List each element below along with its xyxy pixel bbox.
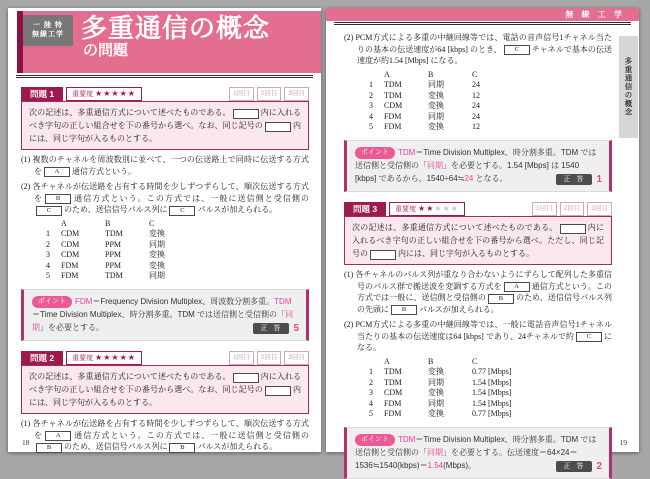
option-row: 5 FDM 変換 0.77 [Mbps]	[369, 409, 612, 420]
point-text: TDM＝Time Division Multiplex、時分割多重。TDM では送信側と受信側の「同期」を必要とする。伝送速度＝64×24＝1536≒1540(kbps)＝1.54(Mbps)。	[355, 435, 596, 471]
answer-area	[556, 173, 602, 186]
attempt-checkbox-3[interactable]: 3回目	[284, 351, 309, 365]
chapter-title-wrap	[73, 11, 270, 59]
attempt-checkbox-1[interactable]: 1回目	[229, 87, 254, 101]
point-box	[344, 427, 612, 479]
option-row: 4 FDM PPM 変換	[46, 261, 309, 272]
option-row: 1 TDM 変換 0.77 [Mbps]	[369, 367, 612, 378]
options-table	[369, 357, 612, 420]
running-header-title: 無 線 工 学	[565, 10, 625, 19]
point-text: TDM＝Time Division Multiplex、時分割多重。TDM では送信側と受信側の「同期」を必要とする。1.54 [Mbps] は 1540 [kbps] であるから、1540÷64≒24 となる。	[355, 148, 596, 184]
attempt-checkbox-2[interactable]: 2回目	[560, 202, 585, 216]
stars-filled: ★★	[418, 204, 434, 213]
course-tag	[23, 15, 73, 46]
option-row: 4 FDM 同期 24	[369, 112, 612, 123]
answer-number: 1	[596, 173, 602, 186]
option-row: 5 FDM TDM 同期	[46, 271, 309, 282]
problem-1-header	[21, 87, 309, 101]
options-table	[369, 70, 612, 133]
problem-item: (2) PCM方式による多重の中継回線等では、一般に電話音声信号1チャネル当たりの基本の伝送速度は64 [kbps] であり、24チャネルで約 C になる。	[344, 319, 612, 354]
importance-box	[389, 202, 465, 216]
problem-3-header	[344, 202, 612, 216]
attempt-checkbox-3[interactable]: 3回目	[587, 202, 612, 216]
course-tag-line1: 一 陸 特	[25, 21, 71, 30]
problem-item: (2) 各チャネルが伝送路を占有する時間を少しずつずらして、順次伝送する方式を B 通信方式という。この方式では、一般に送信側と受信側のC のため、送信信号パルス列に C パルスが加えられる。	[21, 181, 309, 216]
attempt-checkbox-2[interactable]: 2回目	[257, 351, 282, 365]
point-badge: ポイント	[355, 147, 395, 159]
section-index-tab: 多重通信の概念	[619, 36, 638, 138]
problem-2-header	[21, 351, 309, 365]
options-header: A B C	[46, 219, 309, 230]
attempt-checkbox-1[interactable]: 1回目	[229, 351, 254, 365]
problem-statement: 次の記述は、多重通信方式について述べたものである。 内に入れるべき字句の正しい組合せを下の番号から選べ。ただし、同じ記号の 内には、同じ字句が入るものとする。	[344, 216, 612, 265]
attempt-checkbox-3[interactable]: 3回目	[284, 87, 309, 101]
problem-item: (2) PCM方式による多重の中継回線等では、電話の音声信号1チャネル当たりの基本の伝送速度が64 [kbps] のとき、 C チャネルで基本の伝送速度が約1.54 [Mbps] になる。	[344, 32, 612, 67]
answer-badge: 正 答	[556, 174, 592, 185]
attempt-checkbox-1[interactable]: 1回目	[532, 202, 557, 216]
problem-3-block	[344, 202, 612, 479]
option-row: 5 FDM 変換 12	[369, 122, 612, 133]
options-header: A B C	[369, 357, 612, 368]
options-table	[46, 219, 309, 282]
option-row: 3 CDM PPM 変換	[46, 250, 309, 261]
option-row: 1 TDM 同期 24	[369, 80, 612, 91]
header-rule	[16, 75, 313, 78]
option-row: 1 CDM TDM 変換	[46, 229, 309, 240]
option-row: 2 CDM PPM 同期	[46, 240, 309, 251]
problem-item: (1) 各チャネルのパルス列が重なり合わないようにずらして配列した多重信号のパルス群で搬送波を変調する方式を A 通信方式という。この方式では一般に、送信側と受信側の B のため、送信信号パルス列の先頭に B パルスが加えられる。	[344, 269, 612, 315]
stars-filled: ★★★★★	[95, 89, 136, 98]
header-rule	[334, 22, 631, 25]
right-page-content	[344, 32, 612, 479]
answer-badge: 正 答	[556, 461, 592, 472]
page-number-right: 19	[620, 438, 628, 447]
problem-1-block	[21, 87, 309, 453]
point-badge: ポイント	[32, 296, 72, 308]
point-text: FDM＝Frequency Division Multiplex、周波数分割多重。TDM＝Time Division Multiplex、時分割多重。TDM では送信側と受信側の「同期」を必要とする。	[32, 297, 293, 333]
answer-number: 2	[596, 460, 602, 473]
problem-2-block	[21, 351, 309, 453]
importance-box	[66, 351, 142, 365]
problem-label: 問題 2	[21, 351, 63, 365]
problem-label: 問題 3	[344, 202, 386, 216]
option-row: 3 CDM 変換 24	[369, 101, 612, 112]
importance-label: 重要度	[72, 91, 93, 98]
option-row: 3 CDM 変換 1.54 [Mbps]	[369, 388, 612, 399]
importance-label: 重要度	[72, 355, 93, 362]
page-left	[8, 8, 321, 452]
problem-item: (1) 複数のチャネルを周波数別に並べて、一つの伝送路上で同時に伝送する方式を A 通信方式という。	[21, 154, 309, 177]
options-header: A B C	[369, 70, 612, 81]
chapter-title: 多重通信の概念	[81, 14, 270, 42]
point-box	[344, 140, 612, 193]
problem-statement: 次の記述は、多重通信方式について述べたものである。 内に入れるべき字句の正しい組合せを下の番号から選べ。なお、同じ記号の 内には、同じ字句が入るものとする。	[21, 365, 309, 414]
answer-badge: 正 答	[253, 323, 289, 334]
option-row: 4 FDM 同期 1.54 [Mbps]	[369, 399, 612, 410]
problem-statement: 次の記述は、多重通信方式について述べたものである。 内に入れるべき字句の正しい組合せを下の番号から選べ。なお、同じ記号の 内には、同じ字句が入るものとする。	[21, 101, 309, 150]
problem-label: 問題 1	[21, 87, 63, 101]
page-right	[326, 8, 639, 452]
option-row: 2 TDM 同期 1.54 [Mbps]	[369, 378, 612, 389]
point-badge: ポイント	[355, 434, 395, 446]
answer-area	[253, 322, 299, 335]
importance-label: 重要度	[395, 206, 416, 213]
chapter-header	[17, 11, 321, 73]
stars-empty: ★★★	[434, 204, 459, 213]
page-number-left: 18	[22, 438, 30, 447]
running-header	[326, 8, 639, 21]
option-row: 2 TDM 変換 12	[369, 91, 612, 102]
point-box	[21, 289, 309, 342]
course-tag-line2: 無線工学	[25, 30, 71, 39]
importance-box	[66, 87, 142, 101]
stars-filled: ★★★★★	[95, 353, 136, 362]
answer-number: 5	[293, 322, 299, 335]
problem-item: (1) 各チャネルが伝送路を占有する時間を少しずつずらして、順次伝送する方式を A 通信方式という。この方式では、一般に送信側と受信側のB のため、送信信号パルス列に B パルスが加えられる。	[21, 418, 309, 453]
attempt-checkbox-2[interactable]: 2回目	[257, 87, 282, 101]
chapter-subtitle: の問題	[83, 42, 270, 59]
